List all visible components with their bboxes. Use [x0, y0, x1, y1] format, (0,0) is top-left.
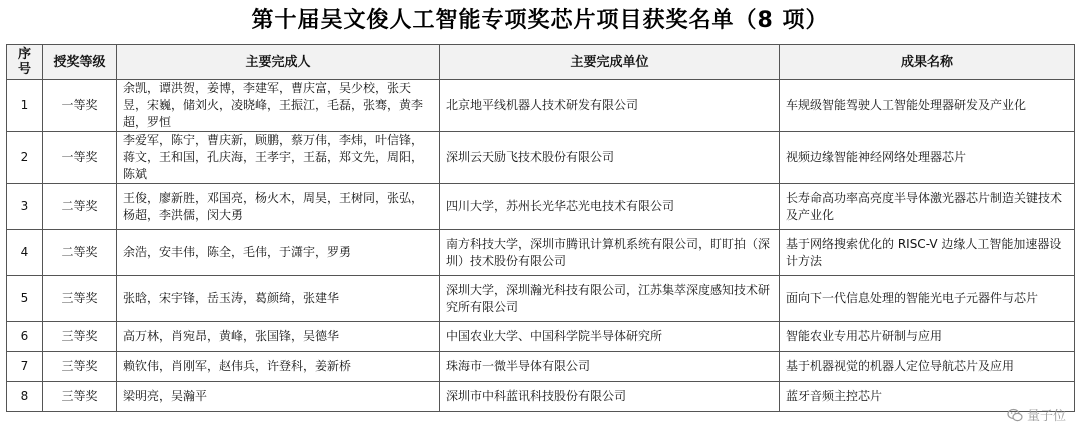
header-name: 成果名称 — [780, 45, 1075, 80]
table-row — [7, 132, 1075, 184]
row-org: 深圳市中科蓝讯科技股份有限公司 — [440, 382, 780, 412]
row-people: 李爱军，陈宁，曹庆新，顾鹏，蔡万伟，李炜，叶信锋，蒋文，王和国，孔庆海，王孝宇，王磊，郑文先，周阳，陈斌 — [117, 132, 440, 184]
row-index: 2 — [7, 132, 43, 184]
row-achievement: 智能农业专用芯片研制与应用 — [780, 322, 1075, 352]
header-people: 主要完成人 — [117, 45, 440, 80]
row-index: 8 — [7, 382, 43, 412]
row-people: 梁明亮，吴瀚平 — [117, 382, 440, 412]
row-grade: 一等奖 — [43, 132, 117, 184]
row-org: 深圳云天励飞技术股份有限公司 — [440, 132, 780, 184]
row-people: 赖钦伟，肖刚军，赵伟兵，许登科，姜新桥 — [117, 352, 440, 382]
row-org: 珠海市一微半导体有限公司 — [440, 352, 780, 382]
row-index: 7 — [7, 352, 43, 382]
row-org: 北京地平线机器人技术研发有限公司 — [440, 80, 780, 132]
row-org: 中国农业大学、中国科学院半导体研究所 — [440, 322, 780, 352]
row-grade: 三等奖 — [43, 382, 117, 412]
header-grade: 授奖等级 — [43, 45, 117, 80]
page-title: 第十届吴文俊人工智能专项奖芯片项目获奖名单（8 项） — [251, 8, 829, 33]
row-achievement: 长寿命高功率高亮度半导体激光器芯片制造关键技术及产业化 — [780, 184, 1075, 230]
row-grade: 二等奖 — [43, 230, 117, 276]
watermark-text: 量子位 — [1026, 409, 1066, 424]
header-index: 序号 — [7, 45, 43, 80]
table-header-row — [7, 45, 1075, 80]
row-org: 深圳大学，深圳瀚光科技有限公司，江苏集萃深度感知技术研究所有限公司 — [440, 276, 780, 322]
row-index: 4 — [7, 230, 43, 276]
row-people: 余浩，安丰伟，陈全，毛伟，于潇宇，罗勇 — [117, 230, 440, 276]
row-index: 3 — [7, 184, 43, 230]
row-grade: 三等奖 — [43, 276, 117, 322]
row-index: 1 — [7, 80, 43, 132]
row-grade: 二等奖 — [43, 184, 117, 230]
row-org: 南方科技大学，深圳市腾讯计算机系统有限公司，盯盯拍（深圳）技术股份有限公司 — [440, 230, 780, 276]
award-table — [6, 44, 1075, 412]
row-achievement: 面向下一代信息处理的智能光电子元器件与芯片 — [780, 276, 1075, 322]
table-row — [7, 80, 1075, 132]
row-achievement: 车规级智能驾驶人工智能处理器研发及产业化 — [780, 80, 1075, 132]
row-index: 6 — [7, 322, 43, 352]
row-grade: 一等奖 — [43, 80, 117, 132]
row-org: 四川大学，苏州长光华芯光电技术有限公司 — [440, 184, 780, 230]
header-org: 主要完成单位 — [440, 45, 780, 80]
wechat-icon — [1007, 407, 1023, 423]
row-achievement: 蓝牙音频主控芯片 — [780, 382, 1075, 412]
table-row — [7, 184, 1075, 230]
table-row — [7, 276, 1075, 322]
table-row — [7, 382, 1075, 412]
row-achievement: 基于机器视觉的机器人定位导航芯片及应用 — [780, 352, 1075, 382]
table-body — [7, 80, 1075, 412]
row-grade: 三等奖 — [43, 322, 117, 352]
row-index: 5 — [7, 276, 43, 322]
row-achievement: 基于网络搜索优化的 RISC-V 边缘人工智能加速器设计方法 — [780, 230, 1075, 276]
table-row — [7, 322, 1075, 352]
row-achievement: 视频边缘智能神经网络处理器芯片 — [780, 132, 1075, 184]
row-people: 余凯，谭洪贺，姜博，李建军，曹庆富，吴少校，张天昱，宋巍，储刘火，凌晓峰，王振江，毛磊，张骞，黄李超，罗恒 — [117, 80, 440, 132]
watermark — [1007, 405, 1066, 424]
row-people: 张晗，宋宇锋，岳玉涛，葛颜绮，张建华 — [117, 276, 440, 322]
table-row — [7, 230, 1075, 276]
row-grade: 三等奖 — [43, 352, 117, 382]
table-row — [7, 352, 1075, 382]
row-people: 高万林，肖宛昂，黄峰，张国锋，吴德华 — [117, 322, 440, 352]
row-people: 王俊，廖新胜，邓国亮，杨火木，周昊，王树同，张弘，杨超，李洪儒，闵大勇 — [117, 184, 440, 230]
